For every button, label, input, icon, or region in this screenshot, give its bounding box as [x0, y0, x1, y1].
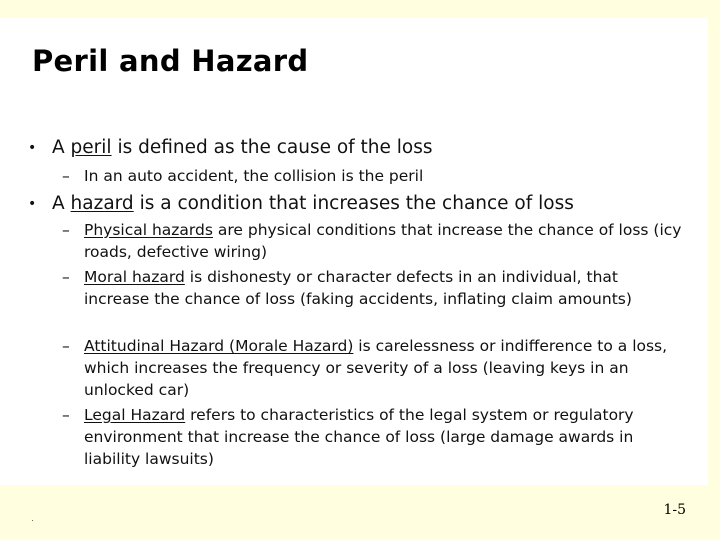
bullet-prefix: A: [52, 193, 71, 214]
term-moral-hazard: Moral hazard: [84, 268, 185, 286]
dash-marker: –: [62, 167, 70, 185]
term-physical-hazards: Physical hazards: [84, 221, 213, 239]
term-legal-hazard: Legal Hazard: [84, 406, 186, 424]
sub-bullet-legal-hazard: [62, 404, 684, 470]
page-number: 1-5: [663, 502, 686, 518]
bullet-text: is a condition that increases the chance of loss: [133, 193, 574, 214]
dash-marker: –: [62, 221, 70, 239]
sub-bullet-text: are physical conditions that increase the chance of loss (icy roads, defective wiring): [84, 221, 682, 261]
sub-bullet-attitudinal-hazard: [62, 335, 684, 401]
sub-bullet-physical-hazards: [62, 219, 684, 263]
sub-bullet-text: is carelessness or indifference to a loss, which increases the frequency or severity of a loss (leaving keys in an unlocked car): [84, 337, 668, 399]
term-hazard: hazard: [70, 193, 134, 214]
dash-marker: –: [62, 337, 70, 355]
page-number-box: [648, 485, 720, 540]
term-attitudinal-hazard: Attitudinal Hazard (Morale Hazard): [84, 337, 354, 355]
dash-marker: –: [62, 268, 70, 286]
term-peril: peril: [70, 137, 112, 158]
sub-bullet-text: In an auto accident, the collision is the peril: [84, 167, 424, 185]
sub-bullet-moral-hazard: [62, 266, 684, 310]
bullet-marker: •: [28, 140, 37, 156]
footer-dot: [32, 520, 33, 521]
bullet-text: is defined as the cause of the loss: [111, 137, 433, 158]
bullet-marker: •: [28, 196, 37, 212]
bullet-hazard: [28, 192, 574, 216]
dash-marker: –: [62, 406, 70, 424]
sub-bullet-collision: [62, 165, 684, 187]
sub-bullet-text: refers to characteristics of the legal system or regulatory environment that increase the chance of loss (large damage awards in liability lawsuits): [84, 406, 634, 468]
bullet-peril: [28, 136, 433, 160]
bullet-prefix: A: [52, 137, 71, 158]
sub-bullet-text: is dishonesty or character defects in an individual, that increase the chance of loss (faking accidents, inflating claim amounts): [84, 268, 632, 308]
slide-title: Peril and Hazard: [32, 44, 309, 78]
